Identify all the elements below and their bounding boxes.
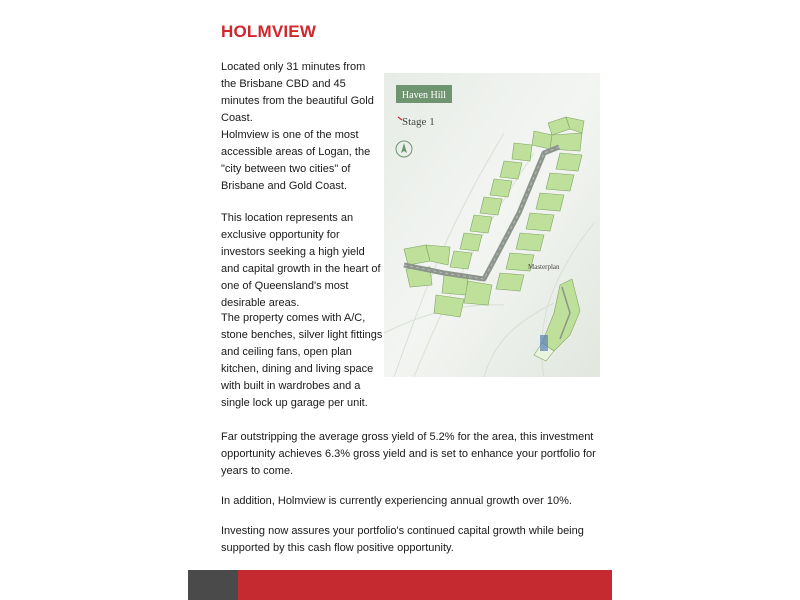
paragraph-accessibility: Holmview is one of the most accessible areas of Logan, the "city between two cities" of Brisbane and Gold Coast. [221, 129, 371, 192]
site-plan-image [384, 73, 600, 377]
paragraph-growth: In addition, Holmview is currently experiencing annual growth over 10%. [221, 495, 572, 507]
stage-label: Stage 1 [402, 116, 435, 128]
haven-hill-logo [396, 85, 452, 103]
site-plan-drawing [384, 73, 600, 377]
svg-text:Haven Hill: Haven Hill [401, 90, 447, 101]
paragraph-opportunity: This location represents an exclusive opportunity for investors seeking a high yield and capital growth in the heart of one of Queensland's most desirable areas. [221, 212, 381, 309]
masterplan-label: Masterplan [528, 263, 560, 271]
paragraph-location: Located only 31 minutes from the Brisbane CBD and 45 minutes from the beautiful Gold Coast. [221, 61, 374, 124]
document-page [188, 0, 612, 600]
footer-dark-block [188, 570, 238, 600]
footer-red-bar [238, 570, 612, 600]
paragraph-features: The property comes with A/C, stone benches, silver light fittings and ceiling fans, open plan kitchen, dining and living space with built in wardrobes and a single lock up garage per unit. [221, 312, 383, 409]
paragraph-investing: Investing now assures your portfolio's continued capital growth while being supported by this cash flow positive opportunity. [221, 525, 584, 554]
paragraph-yield: Far outstripping the average gross yield of 5.2% for the area, this investment opportunity achieves 6.3% gross yield and is set to enhance your portfolio for years to come. [221, 431, 596, 477]
page-title: HOLMVIEW [221, 22, 317, 41]
